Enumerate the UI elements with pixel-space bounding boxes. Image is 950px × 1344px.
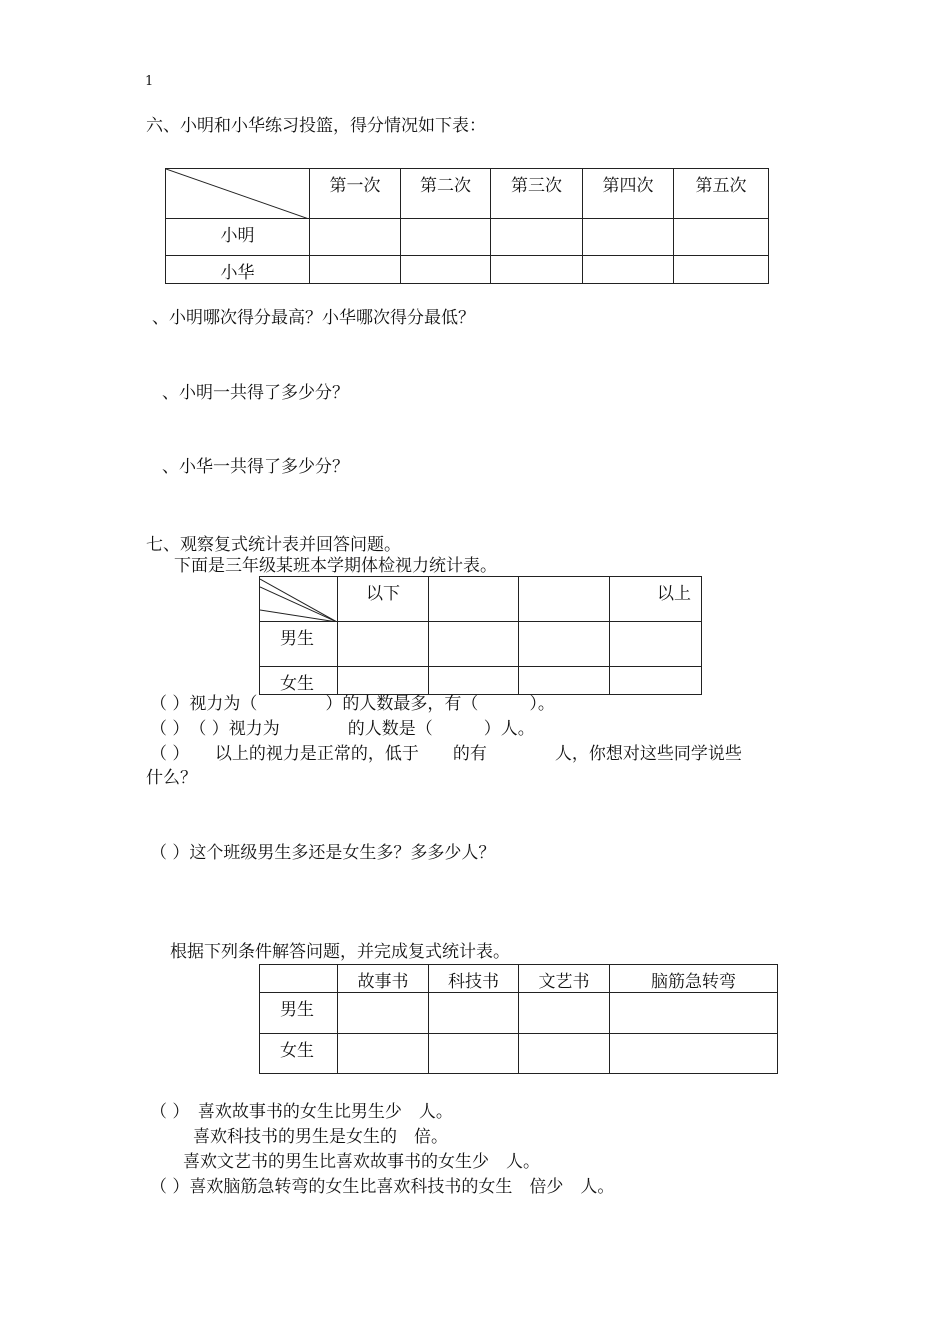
table-corner-cell: [260, 577, 338, 622]
table-cell: [401, 219, 491, 256]
section7-question-1: （ ）视力为（ ）的人数最多，有（ ）。: [150, 694, 555, 714]
column-header: 第三次: [491, 169, 583, 219]
diagonal-lines: [260, 577, 337, 622]
table-cell: [610, 993, 778, 1034]
section7-vision-table: [259, 576, 702, 695]
column-header: [519, 577, 610, 622]
diagonal-line: [166, 169, 309, 219]
section6-heading: 六、小明和小华练习投篮，得分情况如下表：: [146, 116, 486, 136]
column-header: 以上: [610, 577, 702, 622]
row-header: 女生: [260, 1034, 338, 1074]
table-cell: [674, 219, 769, 256]
table-corner-cell: [260, 965, 338, 993]
row-header: 小明: [166, 219, 310, 256]
table-cell: [310, 219, 401, 256]
table-cell: [610, 622, 702, 667]
table-cell: [429, 667, 519, 695]
row-header: 男生: [260, 622, 338, 667]
table-cell: [338, 667, 429, 695]
section7-intro: 下面是三年级某班本学期体检视力统计表。: [174, 556, 497, 576]
section6-question-3: 、小华一共得了多少分？: [162, 457, 349, 477]
column-header: [429, 577, 519, 622]
column-header: 脑筋急转弯: [610, 965, 778, 993]
table-cell: [583, 219, 674, 256]
table-cell: [338, 622, 429, 667]
section7-heading: 七、观察复式统计表并回答问题。: [146, 535, 401, 555]
table-cell: [338, 993, 429, 1034]
column-header: 故事书: [338, 965, 429, 993]
table-cell: [338, 1034, 429, 1074]
column-header: 以下: [338, 577, 429, 622]
section8-intro: 根据下列条件解答问题，并完成复式统计表。: [170, 942, 510, 962]
row-header: 小华: [166, 256, 310, 284]
section6-score-table: [165, 168, 769, 284]
table-cell: [429, 1034, 519, 1074]
column-header: 第四次: [583, 169, 674, 219]
row-header: 女生: [260, 667, 338, 695]
table-cell: [491, 219, 583, 256]
section8-condition-4: （ ）喜欢脑筋急转弯的女生比喜欢科技书的女生 倍少 人。: [150, 1177, 615, 1197]
column-header: 第一次: [310, 169, 401, 219]
table-cell: [429, 993, 519, 1034]
page-number: 1: [145, 74, 154, 89]
section8-condition-1: （ ） 喜欢故事书的女生比男生少 人。: [150, 1102, 453, 1122]
section6-question-2: 、小明一共得了多少分？: [162, 383, 349, 403]
row-header: 男生: [260, 993, 338, 1034]
section8-condition-3: 喜欢文艺书的男生比喜欢故事书的女生少 人。: [183, 1152, 540, 1172]
section7-question-2: （ ） （ ）视力为 的人数是（ ）人。: [150, 719, 535, 739]
table-cell: [610, 1034, 778, 1074]
table-cell: [519, 1034, 610, 1074]
table-cell: [519, 993, 610, 1034]
table-cell: [310, 256, 401, 284]
column-header: 第二次: [401, 169, 491, 219]
table-cell: [429, 622, 519, 667]
table-cell: [610, 667, 702, 695]
table-cell: [519, 622, 610, 667]
table-cell: [583, 256, 674, 284]
table-cell: [674, 256, 769, 284]
section7-question-3-line-1: （ ） 以上的视力是正常的，低于 的有 人，你想对这些同学说些: [150, 744, 742, 764]
section7-question-4: （ ）这个班级男生多还是女生多？多多少人？: [150, 843, 496, 863]
section7-question-3-line-2: 什么？: [146, 768, 197, 788]
table-corner-cell: [166, 169, 310, 219]
column-header: 文艺书: [519, 965, 610, 993]
table-cell: [401, 256, 491, 284]
section6-question-1: 、小明哪次得分最高？小华哪次得分最低？: [152, 308, 475, 328]
column-header: 科技书: [429, 965, 519, 993]
section8-book-table: [259, 964, 778, 1074]
section8-condition-2: 喜欢科技书的男生是女生的 倍。: [193, 1127, 448, 1147]
table-cell: [491, 256, 583, 284]
column-header: 第五次: [674, 169, 769, 219]
table-cell: [519, 667, 610, 695]
